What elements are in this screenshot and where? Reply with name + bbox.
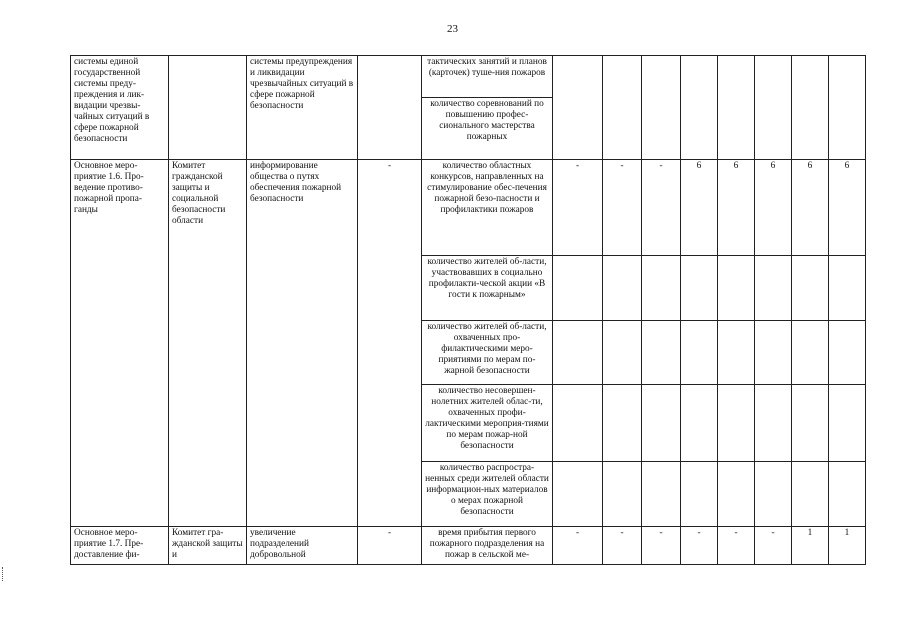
value-cell: - — [603, 527, 642, 565]
table-row — [71, 56, 866, 98]
value-cell: - — [553, 527, 603, 565]
value-cell — [718, 56, 755, 160]
value-cell — [603, 56, 642, 160]
value-cell: 6 — [681, 160, 718, 256]
page-number: 23 — [447, 23, 458, 35]
value-cell — [829, 56, 866, 160]
measure-cell: Основное меро-приятие 1.6. Про-ведение противо-пожарной пропа-ганды — [71, 160, 169, 527]
indicator-cell: количество соревнований по повышению профес-сионального мастерства пожарных — [422, 98, 553, 160]
executor-cell: Комитет гра-жданской защиты и — [169, 527, 247, 565]
executor-cell: Комитет гражданской защиты и социальной безопасности области — [169, 160, 247, 527]
table-row — [71, 160, 866, 256]
measure-cell: системы единой государственной системы преду-преждения и лик-видации чрезвы-чайных ситуаций в сфере пожарной безопасности — [71, 56, 169, 160]
value-cell: - — [681, 527, 718, 565]
value-cell: 6 — [755, 160, 792, 256]
result-cell: увеличение подразделений добровольной — [247, 527, 358, 565]
dash-cell: - — [358, 527, 422, 565]
value-cell: - — [755, 527, 792, 565]
indicator-cell: количество жителей об-ласти, охваченных про-филактическими меро-приятиями по мерам по-жарной безопасности — [422, 321, 553, 385]
value-cell: 6 — [792, 160, 829, 256]
indicator-cell: время прибытия первого пожарного подразделения на пожар в сельской ме- — [422, 527, 553, 565]
indicator-cell: количество распростра-ненных среди жителей области информацион-ных материалов о мерах пожарной безопасности — [422, 462, 553, 527]
value-cell — [642, 56, 681, 160]
program-table — [70, 55, 866, 565]
scan-margin-mark — [2, 567, 7, 581]
value-cell: - — [642, 527, 681, 565]
value-cell: 6 — [718, 160, 755, 256]
executor-cell — [169, 56, 247, 160]
value-cell: 6 — [829, 160, 866, 256]
result-cell: системы предупреждения и ликвидации чрезвычайных ситуаций в сфере пожарной безопасности — [247, 56, 358, 160]
measure-cell: Основное меро-приятие 1.7. Пре-доставление фи- — [71, 527, 169, 565]
value-cell — [553, 56, 603, 160]
value-cell: 1 — [829, 527, 866, 565]
value-cell — [792, 56, 829, 160]
value-cell — [681, 56, 718, 160]
value-cell: 1 — [792, 527, 829, 565]
indicator-cell: количество несовершен-нолетних жителей облас-ти, охваченных профи-лактическими мероприя-тиями по мерам пожар-ной безопасности — [422, 385, 553, 462]
value-cell — [755, 56, 792, 160]
value-cell: - — [553, 160, 603, 256]
result-cell: информирование общества о путях обеспечения пожарной безопасности — [247, 160, 358, 527]
indicator-cell: тактических занятий и планов (карточек) туше-ния пожаров — [422, 56, 553, 98]
table-row — [71, 527, 866, 565]
value-cell: - — [642, 160, 681, 256]
dash-cell — [358, 56, 422, 160]
value-cell: - — [718, 527, 755, 565]
value-cell: - — [603, 160, 642, 256]
indicator-cell: количество областных конкурсов, направленных на стимулирование обес-печения пожарной безо-пасности и профилактики пожаров — [422, 160, 553, 256]
indicator-cell: количество жителей об-ласти, участвовавших в социально профилакти-ческой акции «В гости к пожарным» — [422, 256, 553, 321]
dash-cell: - — [358, 160, 422, 527]
